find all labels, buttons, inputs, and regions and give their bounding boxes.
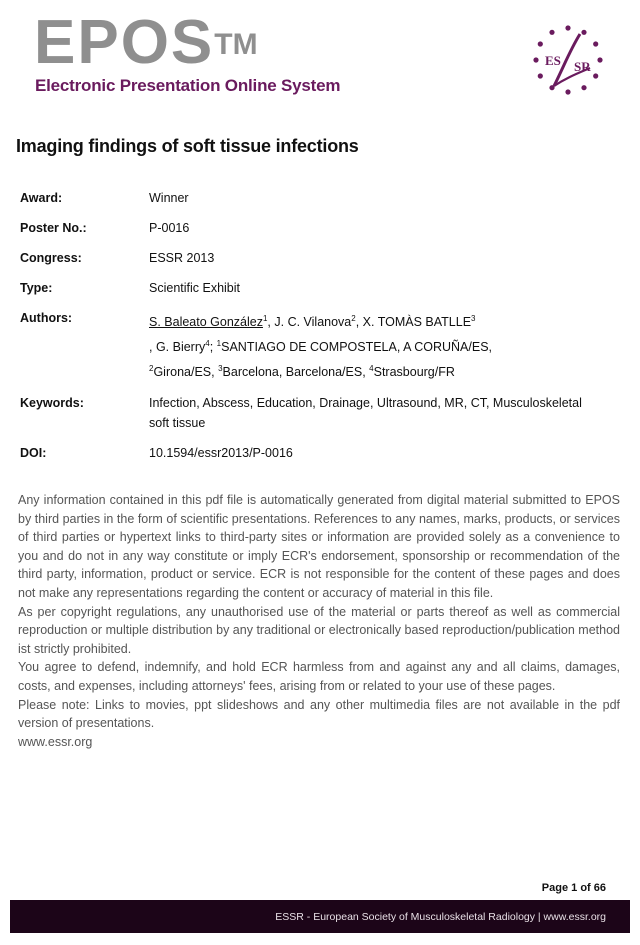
author-sup: 3	[471, 314, 476, 323]
disclaimer-paragraph: Any information contained in this pdf file is automatically generated from digital material submitted to EPOS by third parties in the form of scientific presentations. References to any names, marks, products, or services of third parties or hypertext links to third-party sites or information are provided solely as a convenience to you and do not in any way constitute or imply ECR's endorsement, sponsorship or recommendation of the third party, information, product or service. ECR is not responsible for the content of these pages and does not make any representations regarding the content or accuracy of material in this file.	[18, 493, 620, 600]
author-sup: 2	[351, 314, 356, 323]
affiliation: Girona/ES,	[153, 365, 219, 380]
authors-label: Authors:	[20, 311, 73, 325]
affiliation-sup: 2	[149, 364, 154, 374]
authors-value	[149, 308, 620, 383]
website-link[interactable]: www.essr.org	[18, 734, 93, 749]
header	[0, 0, 640, 110]
doi-value: 10.1594/essr2013/P-0016	[149, 446, 293, 461]
congress-label: Congress:	[20, 251, 82, 265]
type-row	[20, 278, 620, 298]
document-title: Imaging findings of soft tissue infections	[16, 136, 359, 156]
type-label: Type:	[20, 281, 53, 295]
author-separator: ;	[209, 340, 217, 355]
seal-text-right: SR	[574, 59, 591, 74]
logo-subtitle: Electronic Presentation Online System	[35, 76, 341, 95]
author-sup: 1	[262, 314, 268, 323]
award-row	[20, 188, 620, 208]
disclaimer-paragraph: Please note: Links to movies, ppt slideshows and any other multimedia files are not available in the pdf version of presentations.	[18, 697, 620, 731]
metadata-table	[20, 188, 620, 473]
footer-text: ESSR - European Society of Musculoskeletal Radiology | www.essr.org	[275, 910, 606, 923]
poster-label: Poster No.:	[20, 221, 87, 235]
seal-text-left: ES	[545, 53, 561, 68]
affiliation: SANTIAGO DE COMPOSTELA, A CORUÑA/ES,	[221, 340, 493, 355]
disclaimer-paragraph: As per copyright regulations, any unauthorised use of the material or parts thereof as well as commercial reproduction or multiple distribution by any traditional or electronically based reproduction/publication method ist strictly prohibited.	[18, 604, 620, 656]
author-link[interactable]: S. Baleato González	[149, 315, 263, 330]
affiliation-sup: 1	[216, 339, 222, 349]
poster-row	[20, 218, 620, 238]
epos-logo	[34, 8, 258, 77]
author-name: , X. TOMÀS BATLLE	[355, 315, 472, 330]
keywords-row	[20, 393, 620, 433]
award-label: Award:	[20, 191, 63, 205]
page-number: Page 1 of 66	[541, 882, 606, 894]
essr-seal-icon	[528, 20, 608, 100]
keywords-label: Keywords:	[20, 396, 84, 411]
poster-value: P-0016	[149, 221, 190, 235]
affiliation: Barcelona, Barcelona/ES,	[222, 365, 370, 380]
affiliation: Strasbourg/FR	[373, 365, 455, 380]
congress-row	[20, 248, 620, 268]
author-name: , J. C. Vilanova	[267, 315, 352, 330]
logo-trademark: TM	[214, 28, 258, 61]
footer-bar	[10, 900, 630, 933]
type-value: Scientific Exhibit	[149, 281, 241, 295]
keywords-value: Infection, Abscess, Education, Drainage, Ultrasound, MR, CT, Musculoskeletal soft tissue	[149, 396, 582, 431]
author-name: , G. Bierry	[149, 340, 206, 355]
congress-value: ESSR 2013	[149, 251, 215, 265]
doi-row	[20, 443, 620, 463]
logo-wordmark: EPOS	[34, 8, 215, 77]
award-value: Winner	[149, 191, 189, 205]
disclaimer	[18, 491, 620, 751]
affiliation-sup: 4	[369, 364, 374, 374]
disclaimer-paragraph: You agree to defend, indemnify, and hold ECR harmless from and against any and all claims, damages, costs, and expenses, including attorneys' fees, arising from or related to your use of these pages.	[18, 660, 620, 693]
affiliation-sup: 3	[218, 364, 223, 374]
doi-label: DOI:	[20, 446, 47, 461]
authors-row	[20, 308, 620, 383]
author-sup: 4	[205, 339, 210, 349]
